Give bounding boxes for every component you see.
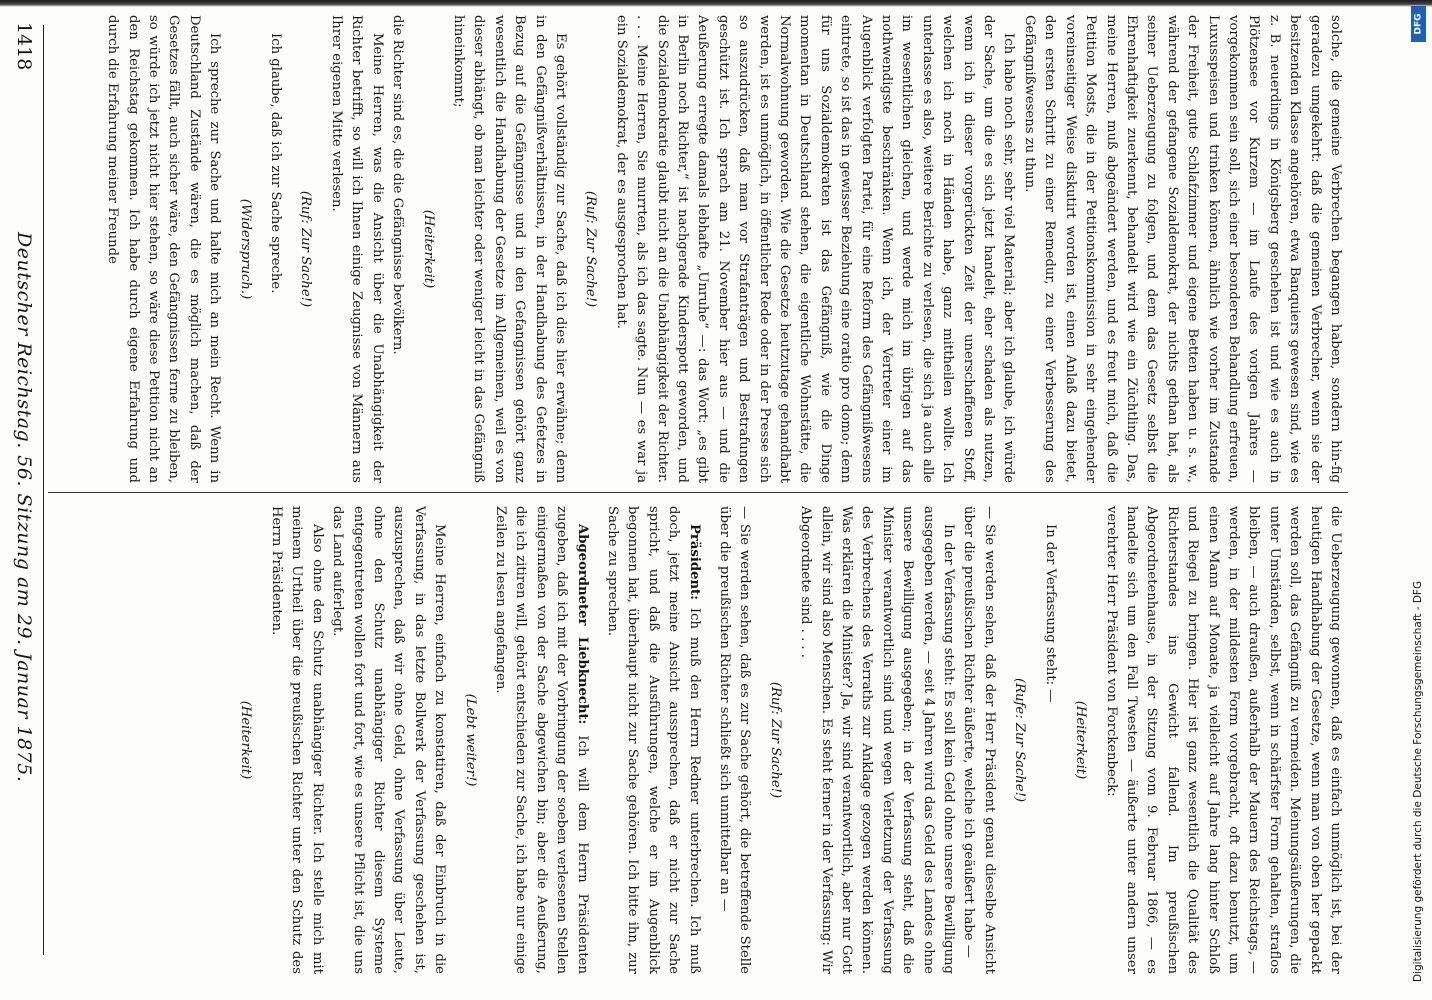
paragraph: Meine Herren, einfach zu konstatiren, daß der Einbruch in die Verfassung, in das letzte Bollwerk der Verfassung geschehen ist, auszusprechen, daß wir ohne Geld, ohne Verfassung über Leute, ohne den Schutz unabhängiger Richter diesem Systeme entgegentreten wollen fort und fort, wie es unsere Pflicht ist, die uns das Land auferlegt. (330, 506, 448, 974)
credit-text: Digitalisierung gefördert durch die Deutsche Forschungsgemeinschaft - DFG (1412, 580, 1424, 982)
paragraph: Meine Herren, was die Ansicht über die Unabhängigkeit der Richter betrifft, so will ich Ihnen einige Zeugnisse von Männern aus Ihrer eigenen Mitte verlesen. (328, 15, 385, 483)
paragraph: Es gehört vollständig zur Sache, daß ich dies hier erwähne; denn in den Gefängnißverhältnissen, in der Handhabung des Gefetzes in Bezug auf die Gefängnisse und in den Gefangnissen gehört ganz wesentlich die Handhabung der Gesetze im Allgemeinen, weil es von dieser abhängt, ob man leichter oder weniger leicht in das Gefängniß hineinkommt; (450, 15, 568, 483)
paragraph: die Ueberzeugung gewonnen, daß es einfach unmöglich ist, bei der heutigen Handhabung der Gesetze, wenn man von oben her gepackt werden soll, das Gefängniß zu vermeiden. Meinungsäußerungen, die unter Umständen, selbst, wenn in schärfster Form gehalten, straflos bleiben, — auch draußen, außerhalb der Mauern des Reichstags, — werden, in der mildesten Form vorgebracht, oft dazu benutzt, um einen Mann auf Monate, ja vielleicht auf Jahre lang hinter Schloß und Riegel zu bringen. Hier ist ganz wesentlich die Qualität des Richterstandes ins Gewicht fallend. Im preußischen Abgeordnetenhause, in der Sitzung vom 9. Februar 1866, — es handelte sich um den Fall Twesten — äußerte unter andern unser verehrter Herr Präsident von Forckenbeck: (1103, 506, 1343, 974)
dfg-logo (1411, 6, 1426, 42)
interjection: (Ruf: Zur Sache!) (298, 190, 314, 308)
interjection: (Lebt weiter!) (462, 693, 478, 787)
speaker-name: Abgeordneter Liebknecht: (574, 524, 590, 725)
speech-text: Ich will dem Herrn Präsidenten zugeben, daß ich mit der Vorbringung der soeben verlesenen Stellen einigermaßen von der Sache abgewichen bin; aber die Aeußerung, die ich zitiren will, gehört entschieden zur Sache, ich habe nur einige Zeilen zu lesen angefangen. (492, 506, 590, 974)
interjection: (Heiterkeit) (420, 209, 436, 289)
interjection: (Ruf: Zur Sache!) (583, 190, 599, 308)
dfg-logo-text: DFG (1413, 13, 1424, 35)
page-header (8, 22, 38, 972)
paragraph: In der Verfassung steht: — (1042, 524, 1058, 703)
running-title: Deutscher Reichstag. 56. Sitzung am 29. Januar 1875. (13, 232, 35, 783)
paragraph: In der Verfassung steht: Es soll kein Geld ohne unsere Bewilligung ausgegeben werden, — seit 4 Jahren wird das Geld des Landes ohne unsere Bewilligung ausgegeben; in der Verfassung steht, daß die Minister verantwortlich sind und wegen Verletzung der Verfassung des Verbrechens des Verraths zur Anklage gezogen werden können. Was erklären die Minister? Ja, wir sind verantwortlich, aber nur Gott allein, wir sind also Menschen. Es steht ferner in der Verfassung: Wir Abgeordnete sind . . . . (798, 506, 957, 974)
column-divider (48, 492, 1348, 493)
interjection: (Ruf: Zur Sache!) (767, 681, 783, 799)
page-number: 1418 (13, 22, 35, 71)
interjection: (Widerspruch.) (237, 198, 253, 300)
speech-text: Ich muß den Herrn Redner unterbrechen. Ich muß doch, jetzt meine Ansicht aussprechen, daß er nicht zur Sache spricht, und daß die Ausführungen, welche er im Augenblick begonnen hat, überhaupt nicht zur Sache gehören. Ich bitte ihn, zur Sache zu sprechen. (605, 506, 702, 974)
paragraph (490, 506, 592, 974)
right-column (55, 506, 1345, 974)
interjection: (Rufe: Zur Sache!) (1012, 677, 1028, 803)
left-column (55, 15, 1345, 483)
paragraph: Ich habe noch sehr, sehr viel Material; aber ich glaube, ich würde der Sache, um die es sich jetzt handelt, eher schaden als nutzen, wenn ich in dieser vorgerückten Zeit der unerschaffenen Stoff, welchen ich noch in Händen habe, ganz mittheilen wollte. Ich unterlasse es also, weitere Berichte zu verlesen, die sich ja auch alle im wesentlichen gleichen, und werde mich im übrigen auf das nothwendigste beschränken. Wenn ich, der Vertreter einer im Augenblick verfolgten Partei, für eine Reform des Gefängnißwesens eintrete, so ist das in gewisser Beziehung eine oratio pro domo; denn für uns Sozialdemokraten ist das Gefängniß, wie die Dinge momentan in Deutschland stehen, die eigentliche Wohnstätte, die Normalwohnung geworden. Wie die Gesetze heutzutage gehandhabt werden, ist es unmöglich, in öffentlicher Rede oder in der Presse sich so auszudrücken, daß man vor Strafanträgen und Bestrafungen geschützt ist. Ich sprach am 21. November hier aus — und die Aeußerung erregte damals lebhafte „Unruhe“ —: das Wort: „es gibt in Berlin noch Richter,“ ist nachgerade Kinderspott geworden, und die Sozialdemokratie glaubt nicht an die Unabhängigkeit der Richter. . . . Meine Herren, Sie murrten, als ich das sagte. Nun — es war ja ein Sozialdemokrat, der es ausgesprochen hat. (613, 15, 1017, 483)
paragraph: solche, die gemeine Verbrechen begangen haben, sondern hin-fig geradezu umgekehrt: daß die gemeinen Verbrecher, wenn sie der besitzenden Klasse angehören, etwa Banquiers gewesen sind, wie es z. B. neuerdings in Königsberg geschehen ist und wie es auch in Plötzensee vor Kurzem — im Laufe des vorigen Jahres — vorgekommen sein soll, sich einer besonderen Behandlung erfreuen, Luxusspeisen und trinken können, ähnlich wie vorher im Zustande der Freiheit, gute Schlafzimmer und eigene Betten haben u. s. w., während der gefangene Sozialdemokrat, der nichts gethan hat, als seiner Ueberzeugung zu folgen, und dem das Gesetz selbst die Ehrenhaftigkeit zuerkennt, behandelt wird wie ein Züchtling. Das, meine Herren, muß abgeändert werden, und es freut mich, daß die Petition Mosts, die in der Petitionskommission in sehr eingehender voreinseitiger Weise diskutirt worden ist, einen Anlaß dazu bietet, den ersten Schritt zu einer Remedur, zu einer Verbesserung des Gefängnißwesens zu thun. (1021, 15, 1343, 483)
digitization-credit (1410, 0, 1428, 1000)
interjection: (Heiterkeit) (238, 700, 254, 780)
paragraph: Also ohne den Schutz unabhängiger Richter. Ich stelle mich mit meinem Urtheil über die preußischen Richter unter den Schutz des Herrn Präsidenten. (268, 506, 325, 974)
paragraph: die Richter sind es, die die Gefängnisse bevölkern. (390, 15, 406, 355)
interjection: (Heiterkeit) (1073, 700, 1089, 780)
paragraph: — Sie werden sehen, daß es zur Sache gehört, die betreffende Stelle über die preußischen Richter schließt sich unmittelbar an — (717, 506, 753, 974)
header-rule (43, 25, 44, 955)
speaker-name: Präsident: (686, 524, 702, 601)
paragraph: Ich spreche zur Sache und halte mich an mein Recht. Wenn in Deutschland Zustände wären, die es möglich machen, daß der Gesetzes fällt, auch sicher wäre, den Gefängnissen ferne zu bleiben, so würde ich jetzt nicht hier stehen, so wäre diese Petition nicht an den Reichstag gekommen. Ich habe durch eigene Erfahrung und durch die Erfahrung meiner Freunde (105, 15, 223, 483)
paragraph: — Sie werden sehen, daß der Herr Präsident genau dieselbe Ansicht über die preußischen Richter äußerte, welche ich geäußert habe — (961, 506, 997, 974)
paragraph: Ich glaube, daß ich zur Sache spreche. (268, 33, 284, 294)
paragraph (602, 506, 704, 974)
